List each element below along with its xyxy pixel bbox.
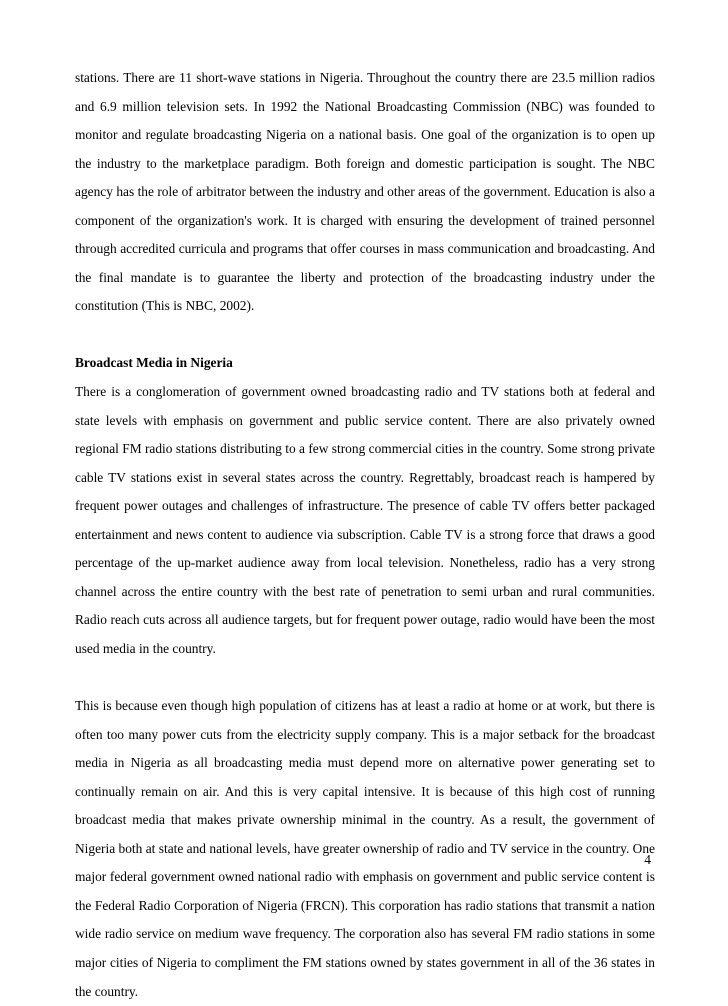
paragraph-broadcast-media: There is a conglomeration of government owned broadcasting radio and TV stations both at federal and state levels with emphasis on government and public service content. There are also privately owned regional FM radio stations distributing to a few strong commercial cities in the country. Some strong private cable TV stations exist in several states across the country. Regrettably, broadcast reach is hampered by frequent power outages and challenges of infrastructure. The presence of cable TV offers better packaged entertainment and news content to audience via subscription. Cable TV is a strong force that draws a good percentage of the up-market audience away from local television. Nonetheless, radio has a very strong channel across the entire country with the best rate of penetration to semi urban and rural communities. Radio reach cuts across all audience targets, but for frequent power outage, radio would have been the most used media in the country. (75, 384, 655, 656)
section-heading: Broadcast Media in Nigeria (75, 355, 233, 371)
paragraph-nbc-overview: stations. There are 11 short-wave stations in Nigeria. Throughout the country there are 23.5 million radios and 6.9 million television sets. In 1992 the National Broadcasting Commission (NBC) was founded to monitor and regulate broadcasting Nigeria on a national basis. One goal of the organization is to open up the industry to the marketplace paradigm. Both foreign and domestic participation is sought. The NBC agency has the role of arbitrator between the industry and other areas of the government. Education is also a component of the organization's work. It is charged with ensuring the development of trained personnel through accredited curricula and programs that offer courses in mass communication and broadcasting. And the final mandate is to guarantee the liberty and protection of the broadcasting industry under the constitution (This is NBC, 2002). (75, 70, 655, 314)
page-number: 4 (644, 852, 651, 867)
paragraph-power-outages: This is because even though high population of citizens has at least a radio at home or at work, but there is often too many power cuts from the electricity supply company. This is a major setback for the broadcast media in Nigeria as all broadcasting media must depend more on alternative power generating set to continually remain on air. And this is very capital intensive. It is because of this high cost of running broadcast media that makes private ownership minimal in the country. As a result, the government of Nigeria both at state and national levels, have greater ownership of radio and TV service in the country. One major federal government owned national radio with emphasis on government and public service content is the Federal Radio Corporation of Nigeria (FRCN). This corporation has radio stations that transmit a nation wide radio service on medium wave frequency. The corporation also has several FM radio stations in some major cities of Nigeria to compliment the FM stations owned by states government in all of the 36 states in the country. (75, 698, 655, 999)
page-content (75, 64, 655, 1006)
paragraph-spacer (75, 321, 655, 350)
paragraph-spacer (75, 663, 655, 692)
